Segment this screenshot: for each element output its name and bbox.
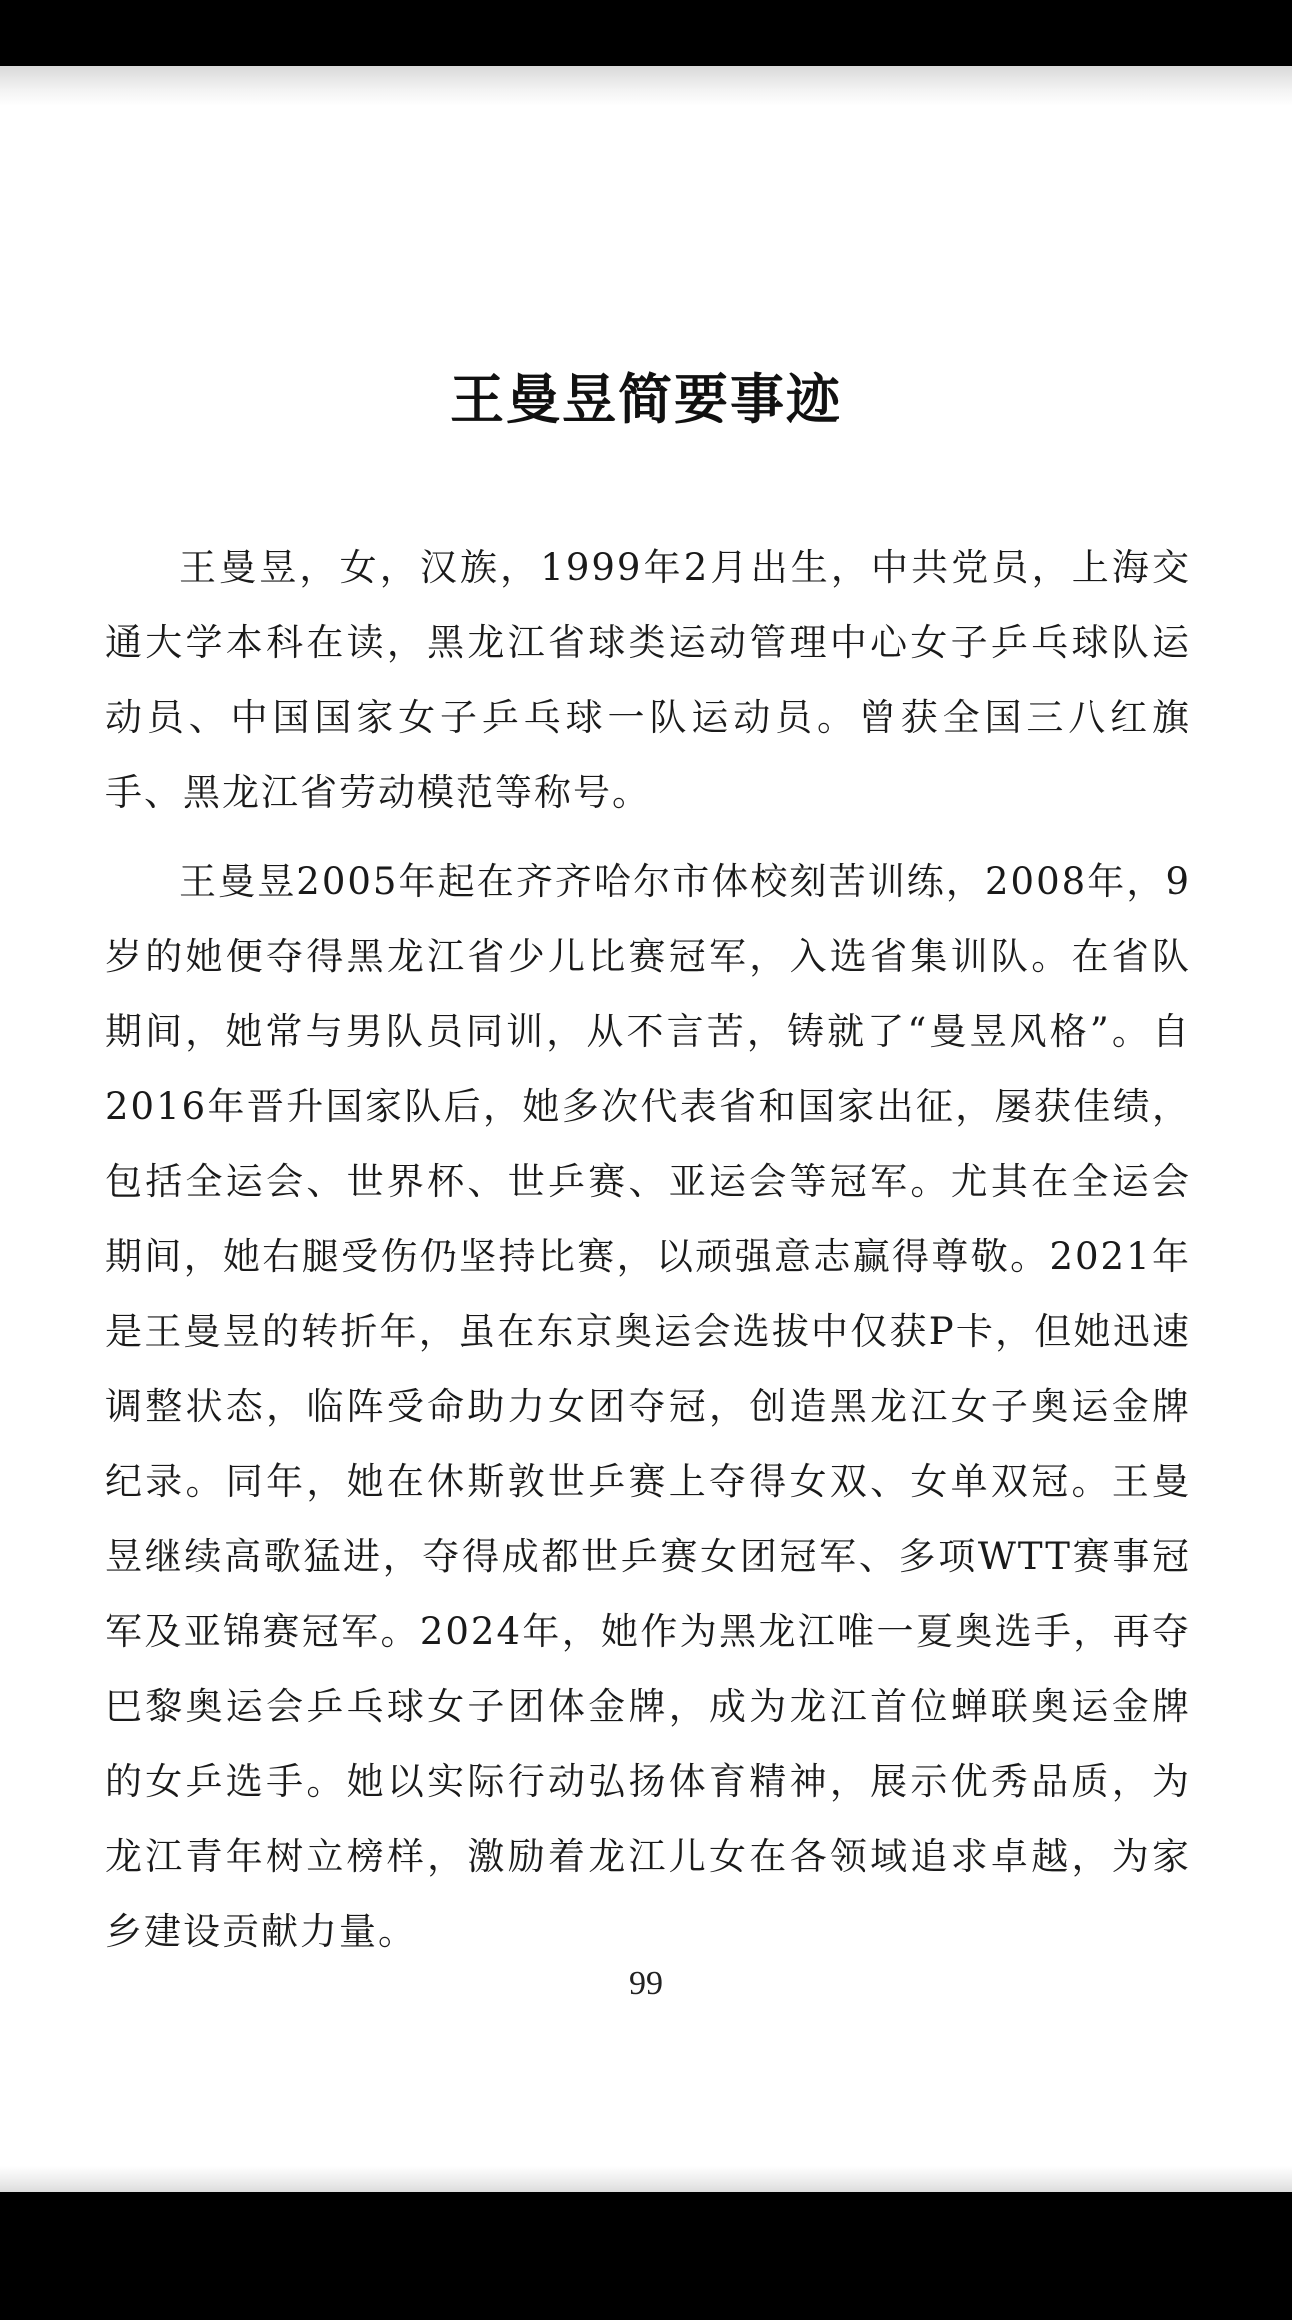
paragraph-1: 王曼昱，女，汉族，1999年2月出生，中共党员，上海交通大学本科在读，黑龙江省球类运动管理中心女子乒乓球队运动员、中国国家女子乒乓球一队运动员。曾获全国三八红旗手、黑龙江省劳动模范等称号。 [105, 546, 1191, 814]
document-page [0, 66, 1292, 2192]
document-title: 王曼昱简要事迹 [450, 367, 842, 431]
page-top-edge-shadow [0, 66, 1292, 106]
top-black-border [0, 0, 1292, 66]
document-body [105, 530, 1191, 1983]
paragraph-2: 王曼昱2005年起在齐齐哈尔市体校刻苦训练，2008年，9岁的她便夺得黑龙江省少儿比赛冠军，入选省集训队。在省队期间，她常与男队员同训，从不言苦，铸就了“曼昱风格”。自2016年晋升国家队后，她多次代表省和国家出征，屡获佳绩，包括全运会、世界杯、世乒赛、亚运会等冠军。尤其在全运会期间，她右腿受伤仍坚持比赛，以顽强意志赢得尊敬。2021年是王曼昱的转折年，虽在东京奥运会选拔中仅获P卡，但她迅速调整状态，临阵受命助力女团夺冠，创造黑龙江女子奥运金牌纪录。同年，她在休斯敦世乒赛上夺得女双、女单双冠。王曼昱继续高歌猛进，夺得成都世乒赛女团冠军、多项WTT赛事冠军及亚锦赛冠军。2024年，她作为黑龙江唯一夏奥选手，再夺巴黎奥运会乒乓球女子团体金牌，成为龙江首位蝉联奥运金牌的女乒选手。她以实际行动弘扬体育精神，展示优秀品质，为龙江青年树立榜样，激励着龙江儿女在各领域追求卓越，为家乡建设贡献力量。 [105, 860, 1191, 1953]
bottom-black-border [0, 2192, 1292, 2320]
page-number: 99 [629, 1965, 663, 2002]
page-bottom-edge-shadow [0, 2166, 1292, 2192]
